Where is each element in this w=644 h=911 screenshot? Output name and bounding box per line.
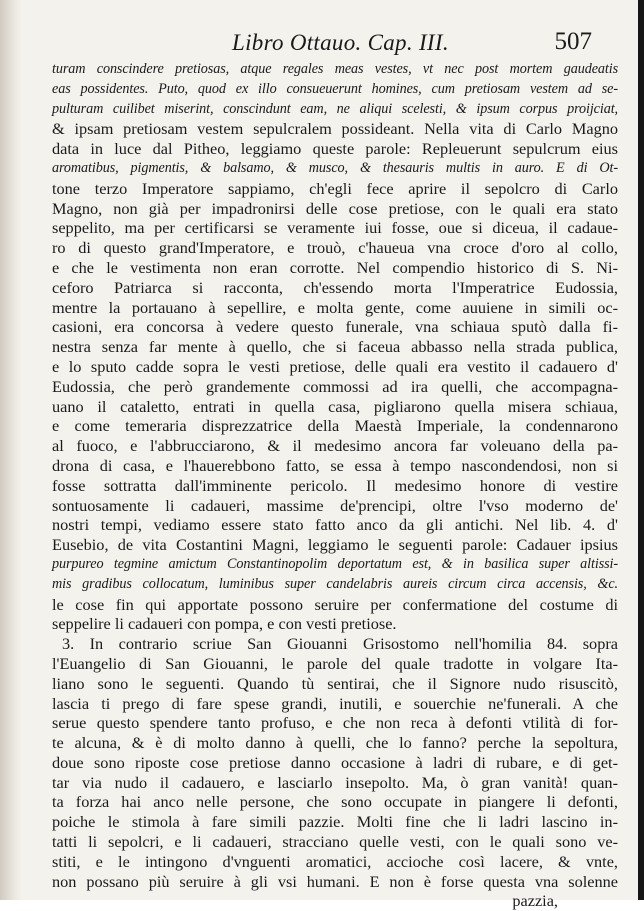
text-line: liano sono le seguenti. Quando tù sentirai, che il Signore nudo risuscitò, <box>52 673 618 693</box>
text-line: seppelito, ma per certificarsi se veramente iui fosse, oue si diceua, il cadaue- <box>52 218 618 238</box>
text-line: purpureo tegmine amictum Constantinopolim deportatum est, & in basilica super altissi- <box>52 555 618 572</box>
text-line: doue sono riposte cose pretiose danno occasione à ladri di rubare, e di get- <box>52 752 618 772</box>
text-line: ta forza hai anco nelle persone, che sono occupate in piangere li defonti, <box>52 792 618 812</box>
text-line: pulturam cuilibet miserint, conscindunt eam, ne aliqui scelesti, & ipsum corpus proijciat, <box>52 100 618 117</box>
text-line: 3. In contrario scriue San Giouanni Grisostomo nell'homilia 84. sopra <box>62 634 618 654</box>
page-header <box>232 30 592 60</box>
text-line: stiti, e le intingono d'vnguenti aromatici, accioche così lacere, & vnte, <box>52 851 618 871</box>
text-line: fosse sottratta dall'imminente pericolo. Il medesimo honore di vestire <box>52 475 618 495</box>
text-line: e lo sputo cadde sopra le vesti pretiose, delle quali era vestito il cadauero d' <box>52 356 618 376</box>
text-line: ceforo Patriarca si racconta, ch'essendo morta l'Imperatrice Eudossia, <box>52 277 618 297</box>
text-line: nostri tempi, vediamo essere stato fatto anco da gli antichi. Nel lib. 4. d' <box>52 515 618 535</box>
text-line: non possano più seruire à gli vsi humani. E non è forse questa vna solenne <box>52 871 618 891</box>
text-line: e che le vestimenta non eran corrotte. Nel compendio historico di S. Ni- <box>52 257 618 277</box>
text-line: tone terzo Imperatore sappiamo, ch'egli fece aprire il sepolcro di Carlo <box>52 178 618 198</box>
text-line: te alcuna, & è di molto danno à quelli, che lo fanno? perche la sepoltura, <box>52 733 618 753</box>
text-line: al fuoco, e l'abbrucciarono, & il medesimo ancora far voleuano della pa- <box>52 436 618 456</box>
text-line: uano il cataletto, entrati in quella casa, pigliarono quella misera schiaua, <box>52 396 618 416</box>
text-line: l'Euangelio di San Giouanni, le parole del quale tradotte in volgare Ita- <box>52 653 618 673</box>
text-line: Eusebio, de vita Costantini Magni, leggiamo le seguenti parole: Cadauer ipsius <box>52 535 618 555</box>
text-line: & ipsam pretiosam vestem sepulcralem possideant. Nella vita di Carlo Magno <box>52 119 618 139</box>
page-number: 507 <box>554 28 592 55</box>
text-line: mis gradibus collocatum, luminibus super candelabris aureis circum circa accensis, &c. <box>52 575 618 592</box>
text-line: eas possidentes. Puto, quod ex illo consueuerunt homines, cum pretiosam vestem ad se- <box>52 80 618 97</box>
text-line: poiche le stimola à fare simili pazzie. Molti fine che li ladri lascino in- <box>52 812 618 832</box>
text-line: turam conscindere pretiosas, atque regales meas vestes, vt nec post mortem gaudeatis <box>52 61 618 77</box>
text-line: nestra senza far mente à quello, che si faceua abbasso nella strada publica, <box>52 337 618 357</box>
text-line: casioni, era concorsa à vedere questo funerale, vna schiaua sputò dalla fi- <box>52 317 618 337</box>
page-gutter-shadow <box>0 0 22 900</box>
text-line: ro di questo grand'Imperatore, e trouò, c'haueua vna croce d'oro al collo, <box>52 238 618 258</box>
text-line: tatti li sepolcri, e li cadaueri, stracciano quelle vesti, con le quali sono ve- <box>52 832 618 852</box>
catchword: pazzia, <box>512 891 558 911</box>
text-line: Eudossia, che però grandemente commossi ad ira quelli, che accompagna- <box>52 376 618 396</box>
text-line: lascia ti prego di fare spese grandi, inutili, e souerchie ne'funerali. A che <box>52 693 618 713</box>
text-line: Magno, non già per impadronirsi delle cose pretiose, con le quali era stato <box>52 198 618 218</box>
text-line: sontuosamente li cadaueri, massime de'prencipi, oltre l'vso moderno de' <box>52 495 618 515</box>
text-line: tar via nudo il cadauero, e lasciarlo insepolto. Ma, ò gran vanità! quan- <box>52 772 618 792</box>
running-title: Libro Ottauo. Cap. III. <box>232 30 449 55</box>
text-line: drona di casa, e l'hauerebbono fatto, se essa à tempo nascondendosi, non si <box>52 455 618 475</box>
text-line: e come temeraria disprezzatrice della Maestà Imperiale, la condennarono <box>52 416 618 436</box>
text-line: serue questo spendere tanto profuso, e che non reca à defonti vtilità di for- <box>52 713 618 733</box>
body-text <box>52 60 618 911</box>
text-line: mentre la portauano à sepellire, e molta gente, come auuiene in simili oc- <box>52 297 618 317</box>
page-edge-dark <box>638 0 644 900</box>
text-line: le cose fin qui apportate possono seruire per confermatione del costume di <box>52 594 618 614</box>
text-line: data in luce dal Pitheo, leggiamo queste parole: Repleuerunt sepulcrum eius <box>52 139 618 159</box>
text-line: seppelire li cadaueri con pompa, e con vesti pretiose. <box>52 614 397 634</box>
text-line: aromatibus, pigmentis, & balsamo, & musco, & thesauris multis in auro. E di Ot- <box>52 159 618 176</box>
